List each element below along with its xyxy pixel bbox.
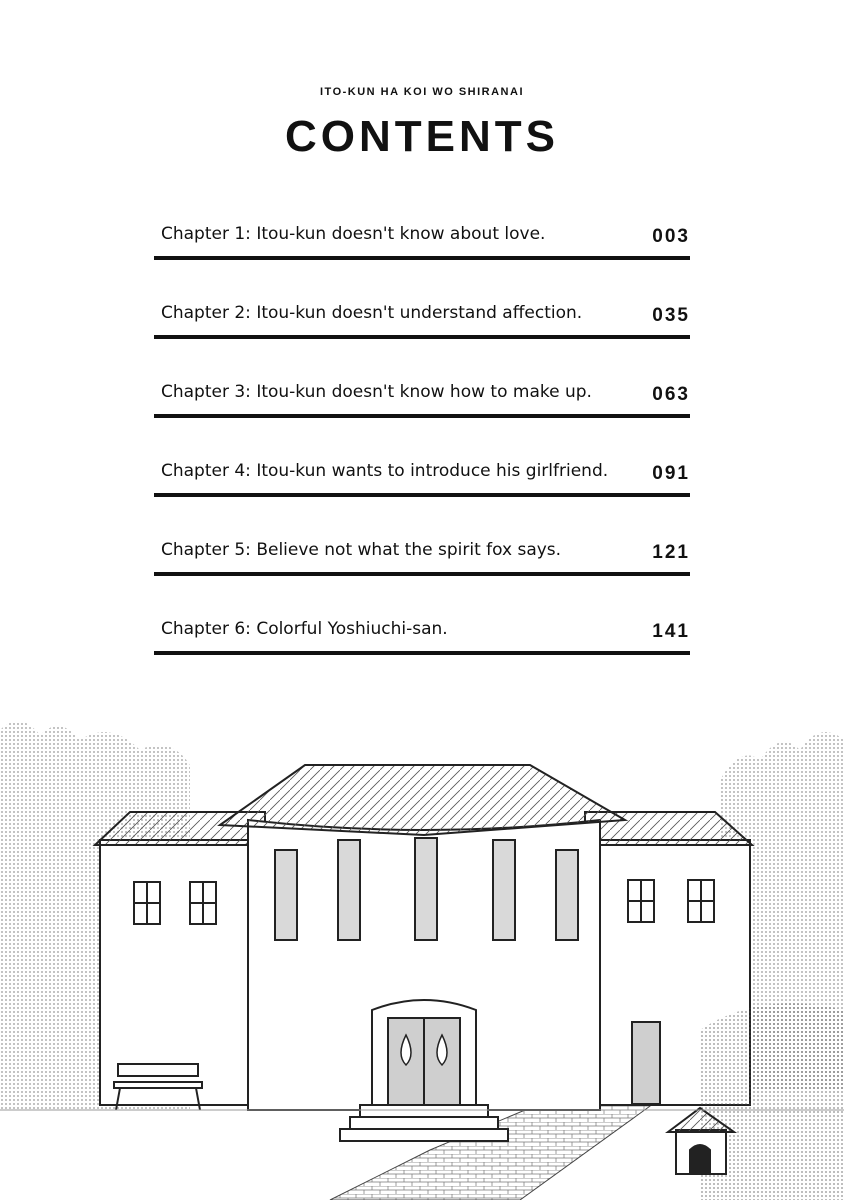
toc-divider bbox=[154, 572, 690, 576]
toc-page-number: 003 bbox=[652, 226, 690, 247]
toc-chapter-title: Chapter 6: Colorful Yoshiuchi-san. bbox=[161, 619, 448, 639]
toc-chapter-title: Chapter 4: Itou-kun wants to introduce his girlfriend. bbox=[161, 461, 609, 481]
front-door bbox=[372, 1000, 476, 1105]
toc-page-number: 121 bbox=[652, 542, 690, 563]
series-title: ITO-KUN HA KOI WO SHIRANAI bbox=[320, 86, 524, 98]
toc-entry-3[interactable] bbox=[154, 380, 690, 459]
toc-divider bbox=[154, 493, 690, 497]
toc-page-number: 141 bbox=[652, 621, 690, 642]
toc-page-number: 035 bbox=[652, 305, 690, 326]
toc-entry-2[interactable] bbox=[154, 301, 690, 380]
toc-entry-6[interactable] bbox=[154, 617, 690, 696]
toc-entry-5[interactable] bbox=[154, 538, 690, 617]
toc-chapter-title: Chapter 5: Believe not what the spirit fox says. bbox=[161, 540, 562, 560]
toc-entry-1[interactable] bbox=[154, 222, 690, 301]
toc-divider bbox=[154, 256, 690, 260]
side-door bbox=[632, 1022, 660, 1104]
toc-entry-4[interactable] bbox=[154, 459, 690, 538]
toc-divider bbox=[154, 335, 690, 339]
rotunda-roof bbox=[220, 765, 625, 835]
building-illustration bbox=[0, 690, 844, 1200]
toc-page-number: 063 bbox=[652, 384, 690, 405]
toc-chapter-title: Chapter 2: Itou-kun doesn't understand affection. bbox=[161, 303, 583, 323]
toc-page-number: 091 bbox=[652, 463, 690, 484]
toc-chapter-title: Chapter 3: Itou-kun doesn't know how to make up. bbox=[161, 382, 592, 402]
toc-divider bbox=[154, 414, 690, 418]
page-title: CONTENTS bbox=[285, 112, 559, 161]
table-of-contents bbox=[154, 222, 690, 696]
toc-divider bbox=[154, 651, 690, 655]
toc-chapter-title: Chapter 1: Itou-kun doesn't know about love. bbox=[161, 224, 546, 244]
